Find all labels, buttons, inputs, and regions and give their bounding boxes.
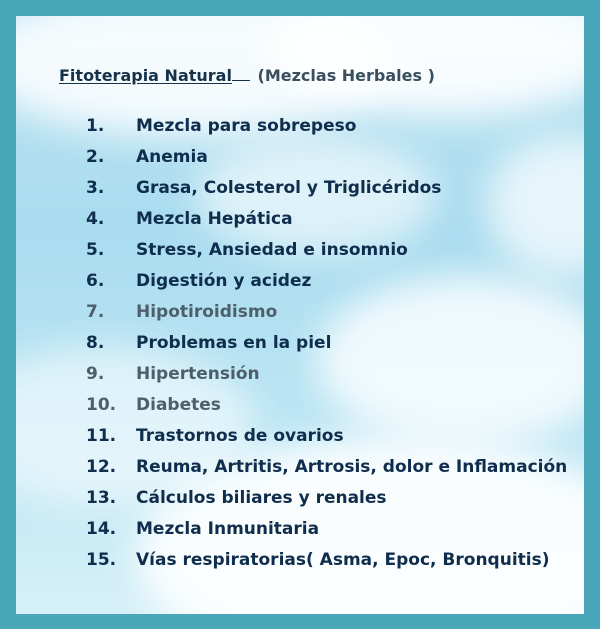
item-number: 10. <box>86 395 117 415</box>
list-item <box>86 328 567 359</box>
list-item <box>86 173 567 204</box>
item-number: 3. <box>86 178 105 198</box>
list-item <box>86 111 567 142</box>
item-label: Grasa, Colesterol y Triglicéridos <box>136 178 442 198</box>
item-number: 2. <box>86 147 105 167</box>
list-item <box>86 483 567 514</box>
list-item <box>86 204 567 235</box>
item-number: 6. <box>86 271 105 291</box>
list-item <box>86 390 567 421</box>
list-item <box>86 235 567 266</box>
item-label: Mezcla para sobrepeso <box>136 116 357 136</box>
list-item <box>86 359 567 390</box>
item-number: 7. <box>86 302 105 322</box>
item-number: 9. <box>86 364 105 384</box>
list-item <box>86 514 567 545</box>
page-header <box>59 66 435 85</box>
item-label: Stress, Ansiedad e insomnio <box>136 240 408 260</box>
item-label: Reuma, Artritis, Artrosis, dolor e Inflamación <box>136 457 568 477</box>
sky-card <box>16 16 584 614</box>
item-label: Vías respiratorias( Asma, Epoc, Bronquitis) <box>136 550 550 570</box>
item-number: 5. <box>86 240 105 260</box>
item-label: Trastornos de ovarios <box>136 426 344 446</box>
item-number: 15. <box>86 550 117 570</box>
list-item <box>86 266 567 297</box>
list-item <box>86 545 567 576</box>
item-number: 12. <box>86 457 117 477</box>
list-item <box>86 142 567 173</box>
item-label: Cálculos biliares y renales <box>136 488 387 508</box>
item-label: Anemia <box>136 147 208 167</box>
item-label: Digestión y acidez <box>136 271 312 291</box>
list-item <box>86 297 567 328</box>
item-label: Hipotiroidismo <box>136 302 278 322</box>
item-number: 4. <box>86 209 105 229</box>
list-item <box>86 452 567 483</box>
page-title: Fitoterapia Natural <box>59 66 232 85</box>
item-number: 14. <box>86 519 117 539</box>
item-label: Problemas en la piel <box>136 333 332 353</box>
item-label: Hipertensión <box>136 364 260 384</box>
item-label: Diabetes <box>136 395 221 415</box>
remedy-list <box>86 111 567 576</box>
list-item <box>86 421 567 452</box>
item-number: 13. <box>86 488 117 508</box>
item-number: 1. <box>86 116 105 136</box>
item-label: Mezcla Inmunitaria <box>136 519 320 539</box>
item-label: Mezcla Hepática <box>136 209 293 229</box>
title-underline-gap <box>232 66 250 81</box>
item-number: 11. <box>86 426 117 446</box>
page-subtitle: (Mezclas Herbales ) <box>257 66 435 85</box>
item-number: 8. <box>86 333 105 353</box>
